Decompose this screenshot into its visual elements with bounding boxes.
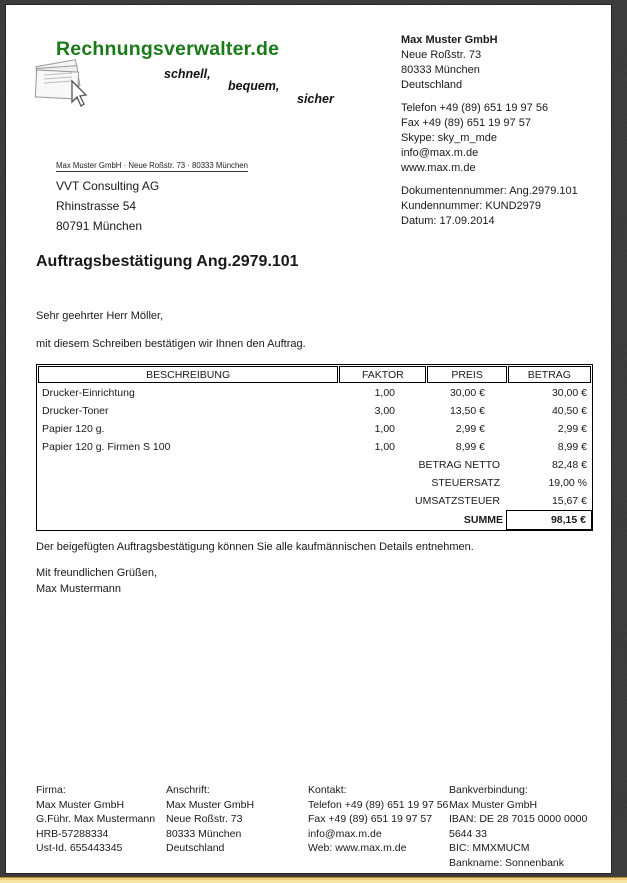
company-info-block [401, 33, 611, 229]
company-address-line: Deutschland [401, 79, 463, 91]
document-meta-group [401, 184, 611, 229]
company-address-group [401, 33, 611, 93]
total-value: 82,48 € [551, 459, 587, 471]
footer-line: HRB-57288334 [36, 827, 109, 840]
footer-line: Max Muster GmbH [166, 798, 255, 811]
footer-line: Web: www.max.m.de [308, 842, 407, 855]
document-date: Datum: 17.09.2014 [401, 215, 495, 227]
item-factor: 1,00 [374, 441, 395, 453]
company-address-line: 80333 München [401, 64, 480, 76]
items-table-header-row [37, 365, 592, 384]
slogan-word: sicher [297, 92, 334, 106]
column-header-price: PREIS [427, 366, 506, 383]
footer-column-anschrift [166, 783, 254, 856]
footer-line: info@max.m.de [308, 827, 382, 840]
total-row-umsatzsteuer [37, 492, 592, 510]
slogan-word: schnell, [164, 67, 211, 81]
total-label: UMSATZSTEUER [415, 495, 500, 507]
company-skype: Skype: sky_m_mde [401, 132, 497, 144]
footer-line: BIC: MMXMUCM [449, 842, 530, 855]
footer-line: Telefon +49 (89) 651 19 97 56 [308, 798, 449, 811]
footer-line: Ust-Id. 655443345 [36, 842, 123, 855]
company-email: info@max.m.de [401, 147, 479, 159]
item-factor: 1,00 [374, 387, 395, 399]
recipient-line: 80791 München [56, 219, 143, 233]
column-header-factor: FAKTOR [339, 366, 426, 383]
footer-heading: Bankverbindung: [449, 784, 528, 796]
company-fax: Fax +49 (89) 651 19 97 57 [401, 117, 531, 129]
footer-column-kontakt [308, 783, 448, 856]
item-row [37, 420, 592, 438]
document-page [5, 4, 612, 874]
footer-column-firma [36, 783, 155, 856]
item-factor: 3,00 [374, 405, 395, 417]
item-amount: 8,99 € [557, 441, 587, 453]
recipient-line: Rhinstrasse 54 [56, 199, 137, 213]
signature-name: Max Mustermann [36, 583, 121, 595]
company-website: www.max.m.de [401, 162, 476, 174]
item-price: 13,50 € [449, 405, 485, 417]
footer-line: IBAN: DE 28 7015 0000 0000 [449, 813, 588, 826]
summe-value-box: 98,15 € [506, 510, 592, 530]
item-description: Drucker-Toner [42, 405, 109, 417]
intro-text: mit diesem Schreiben bestätigen wir Ihnen den Auftrag. [36, 338, 306, 350]
item-price: 8,99 € [455, 441, 485, 453]
total-row-summe [37, 510, 592, 530]
total-value: 15,67 € [551, 495, 587, 507]
footer-line: Bankname: Sonnenbank [449, 856, 565, 869]
document-number: Dokumentennummer: Ang.2979.101 [401, 185, 578, 197]
summe-label: SUMME [463, 514, 503, 526]
footer-line: Fax +49 (89) 651 19 97 57 [308, 813, 433, 826]
footer-column-bankverbindung [449, 783, 587, 871]
column-header-description: BESCHREIBUNG [38, 366, 338, 383]
item-price: 30,00 € [449, 387, 485, 399]
total-row-steuersatz [37, 474, 592, 492]
sender-return-address: Max Muster GmbH · Neue Roßstr. 73 · 80333 München [56, 161, 248, 170]
footer-line: 5644 33 [449, 827, 487, 840]
item-price: 2,99 € [455, 423, 485, 435]
brand-logo-text: Rechnungsverwalter.de [56, 38, 280, 60]
items-table [36, 364, 593, 531]
salutation-text: Sehr geehrter Herr Möller, [36, 310, 164, 322]
footer-heading: Anschrift: [166, 784, 210, 796]
slogan-word: bequem, [228, 79, 280, 93]
total-value: 19,00 % [548, 477, 587, 489]
footer-line: Neue Roßstr. 73 [166, 813, 243, 826]
notification-bar-edge [0, 877, 627, 883]
item-amount: 30,00 € [551, 387, 587, 399]
footer-line: 80333 München [166, 827, 242, 840]
item-row [37, 402, 592, 420]
item-factor: 1,00 [374, 423, 395, 435]
total-row-netto [37, 456, 592, 474]
item-row [37, 384, 592, 402]
footer-line: Max Muster GmbH [449, 798, 538, 811]
customer-number: Kundennummer: KUND2979 [401, 200, 542, 212]
closing-text: Mit freundlichen Grüßen, [36, 567, 158, 579]
recipient-address-block [56, 176, 159, 236]
footer-line: Deutschland [166, 842, 225, 855]
item-description: Papier 120 g. Firmen S 100 [42, 441, 171, 453]
company-name: Max Muster GmbH [401, 34, 498, 46]
recipient-line: VVT Consulting AG [56, 179, 160, 193]
footer-heading: Firma: [36, 784, 66, 796]
company-phone: Telefon +49 (89) 651 19 97 56 [401, 102, 549, 114]
footer-line: Max Muster GmbH [36, 798, 125, 811]
total-label: STEUERSATZ [431, 477, 500, 489]
paper-stack-with-cursor-icon [32, 53, 96, 113]
item-amount: 2,99 € [557, 423, 587, 435]
column-header-amount: BETRAG [508, 366, 591, 383]
company-contact-group [401, 101, 611, 176]
document-title: Auftragsbestätigung Ang.2979.101 [36, 253, 299, 270]
total-label: BETRAG NETTO [418, 459, 500, 471]
item-amount: 40,50 € [551, 405, 587, 417]
footer-line: G.Führ. Max Mustermann [36, 813, 156, 826]
outro-text: Der beigefügten Auftragsbestätigung können Sie alle kaufmännischen Details entnehmen. [36, 541, 474, 553]
item-description: Papier 120 g. [42, 423, 105, 435]
item-row [37, 438, 592, 456]
footer-heading: Kontakt: [308, 784, 347, 796]
item-description: Drucker-Einrichtung [42, 387, 135, 399]
company-address-line: Neue Roßstr. 73 [401, 49, 482, 61]
